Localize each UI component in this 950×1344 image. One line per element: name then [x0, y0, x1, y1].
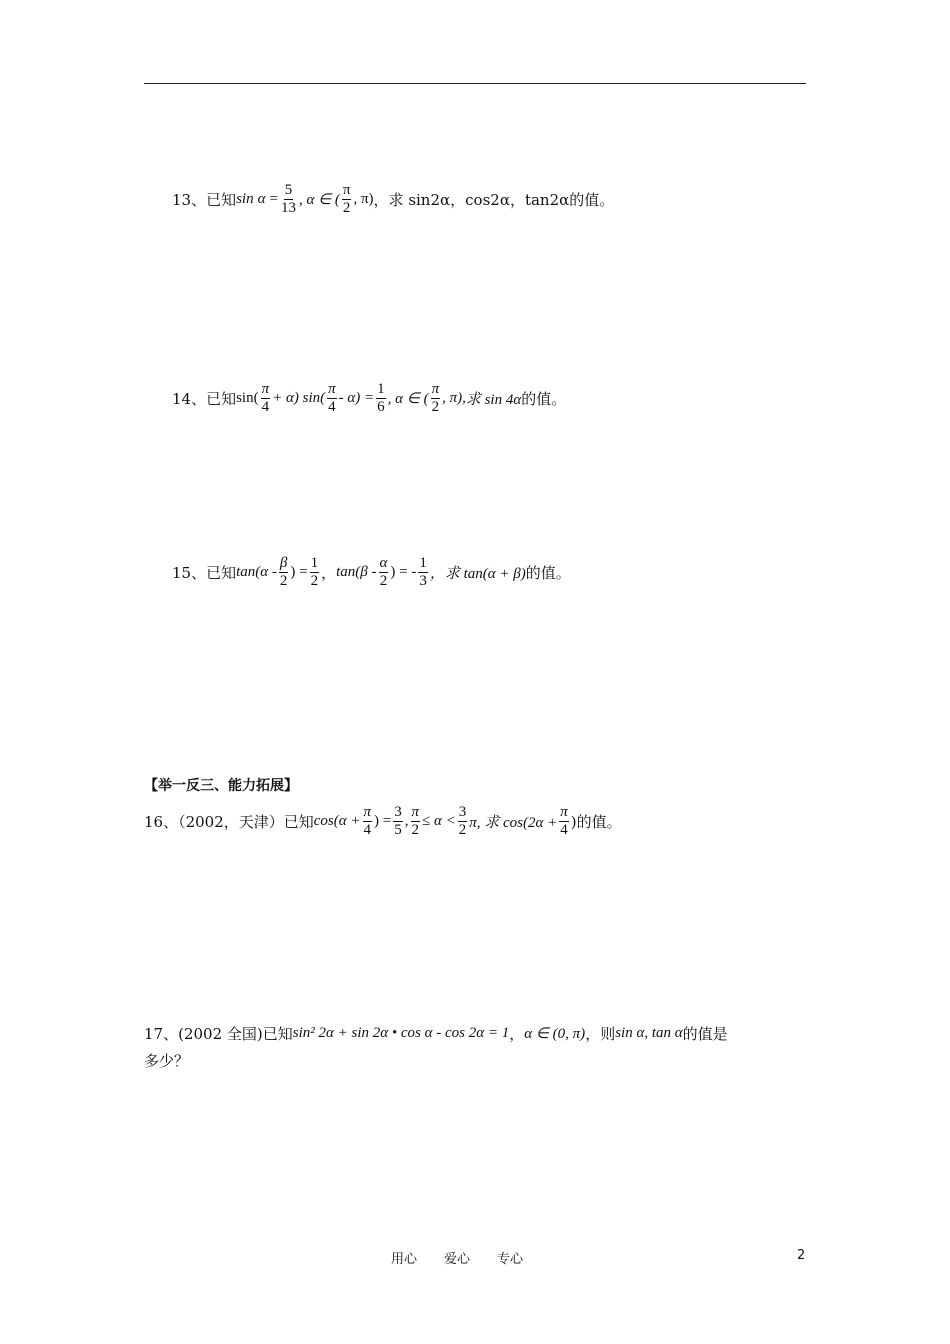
sin-text: sin( — [236, 389, 259, 406]
numerator: 1 — [377, 380, 385, 397]
numerator: π — [328, 380, 336, 397]
denominator: 4 — [328, 398, 336, 415]
fraction-3-2 — [458, 804, 468, 839]
interval-open: , α ∈ ( — [298, 191, 340, 208]
expr-part: + α) sin( — [272, 389, 326, 406]
interval-close: , π) — [353, 190, 374, 207]
fraction-pi-2 — [342, 182, 352, 217]
expr-part: ) = - — [390, 563, 417, 580]
fraction-beta-2 — [279, 555, 289, 590]
problem-17-equation: sin² 2α + sin 2α • cos α - cos 2α = 1 — [292, 1024, 510, 1041]
numerator: π — [411, 803, 420, 820]
denominator: 2 — [342, 199, 351, 216]
numerator: π — [342, 181, 351, 198]
denominator: 4 — [363, 821, 372, 838]
problem-17-line-2: 多少？ — [144, 1052, 190, 1070]
fraction-alpha-2 — [379, 555, 389, 590]
footer-text-3: 专心 — [497, 1252, 524, 1267]
header-rule — [144, 83, 806, 84]
numerator: α — [379, 554, 388, 571]
denominator: 2 — [279, 572, 288, 589]
numerator: 5 — [284, 181, 293, 198]
problem-13-label: 13、已知 — [172, 190, 237, 209]
problem-13-question: ，求 sin2α，cos2α，tan2α的值。 — [373, 190, 615, 209]
expr-part: - α) = — [338, 389, 375, 406]
numerator: π — [560, 803, 568, 820]
denominator: 3 — [419, 572, 427, 589]
numerator: 1 — [419, 554, 427, 571]
fraction-1-6 — [376, 381, 386, 416]
numerator: 1 — [310, 554, 319, 571]
footer-text-1: 用心 — [391, 1252, 418, 1267]
equals-sign: = — [269, 190, 278, 207]
comma: , — [404, 812, 409, 829]
problem-16-question: )的值。 — [570, 812, 622, 831]
problem-17-question: 的值是 — [682, 1024, 728, 1043]
numerator: 3 — [394, 803, 402, 820]
alpha-symbol: α — [257, 190, 266, 207]
denominator: 2 — [458, 821, 467, 838]
expr-part: ) = — [290, 563, 308, 580]
problem-15-question: ，求 tan(α + β) — [429, 565, 526, 582]
numerator: π — [431, 380, 440, 397]
denominator: 4 — [560, 821, 568, 838]
sin-text: sin — [236, 190, 254, 207]
problem-15-question-tail: 的值。 — [525, 563, 571, 582]
fraction-5-13 — [280, 182, 297, 217]
problem-17-line-1 — [144, 1022, 728, 1044]
problem-14-label: 14、已知 — [172, 389, 237, 408]
problem-17-label: 17、(2002 全国)已知 — [144, 1024, 293, 1043]
fraction-pi-4 — [559, 804, 569, 839]
numerator: β — [279, 554, 288, 571]
denominator: 2 — [379, 572, 388, 589]
interval-close: , π), — [442, 389, 466, 406]
problem-15 — [172, 551, 571, 593]
expr-part: ) = — [374, 812, 392, 829]
denominator: 6 — [377, 398, 385, 415]
interval-open: , α ∈ ( — [387, 390, 429, 407]
problem-13 — [172, 178, 614, 220]
denominator: 2 — [310, 572, 319, 589]
fraction-1-2 — [310, 555, 320, 590]
expr-part: π, 求 cos(2α + — [469, 814, 558, 831]
denominator: 2 — [431, 398, 440, 415]
footer — [391, 1248, 550, 1267]
expr-part: tan(α - — [236, 563, 277, 580]
separator: ， — [509, 1024, 525, 1043]
fraction-pi-4 — [261, 381, 271, 416]
problem-14 — [172, 377, 566, 419]
separator: ，则 — [585, 1024, 616, 1043]
numerator: π — [363, 803, 372, 820]
problem-17-values: sin α, tan α — [615, 1024, 683, 1041]
fraction-1-3 — [418, 555, 428, 590]
denominator: 2 — [411, 821, 419, 838]
fraction-3-5 — [393, 804, 403, 839]
fraction-pi-4 — [327, 381, 337, 416]
section-heading: 【举一反三、能力拓展】 — [144, 778, 298, 794]
fraction-pi-4 — [363, 804, 373, 839]
problem-14-question: 求 sin 4α — [465, 391, 522, 408]
page-number: 2 — [797, 1248, 806, 1263]
fraction-pi-2 — [411, 804, 421, 839]
denominator: 13 — [280, 199, 296, 216]
problem-14-question-tail: 的值。 — [521, 389, 567, 408]
inequality: ≤ α < — [422, 812, 456, 829]
denominator: 5 — [394, 821, 402, 838]
problem-16-label: 16、（2002，天津）已知 — [144, 812, 314, 831]
problem-17-range: α ∈ (0, π) — [524, 1025, 586, 1042]
expr-part: tan(β - — [336, 563, 377, 580]
problem-16 — [144, 800, 622, 842]
numerator: 3 — [458, 803, 467, 820]
denominator: 4 — [261, 398, 270, 415]
expr-part: cos(α + — [313, 812, 361, 829]
numerator: π — [261, 380, 270, 397]
fraction-pi-2 — [431, 381, 441, 416]
problem-15-label: 15、已知 — [172, 563, 237, 582]
separator: ， — [321, 563, 337, 582]
footer-text-2: 爱心 — [444, 1252, 471, 1267]
